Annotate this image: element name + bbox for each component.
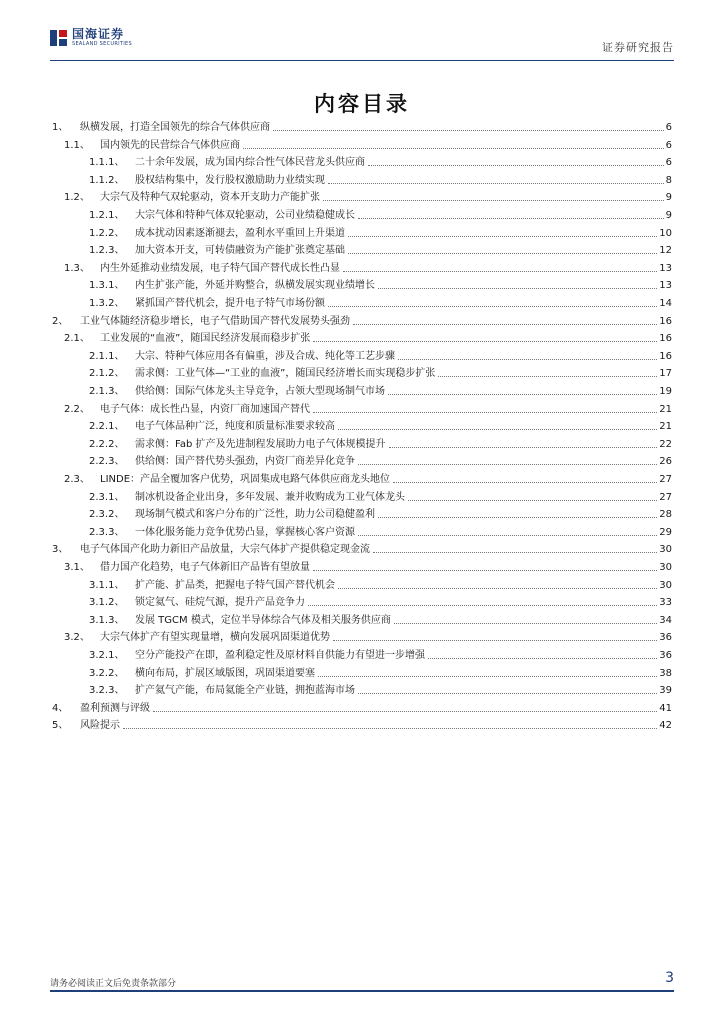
toc-entry-number: 1.2.2、	[89, 227, 125, 239]
toc-entry-number: 2.3.2、	[89, 509, 125, 521]
toc-entry-page: 13	[659, 262, 672, 274]
toc-entry-number: 3.1.1、	[89, 579, 125, 591]
toc-leader-dots	[358, 218, 664, 219]
toc-entry-page: 21	[659, 421, 672, 433]
toc-leader-dots	[323, 200, 664, 201]
toc-entry[interactable]	[89, 206, 672, 222]
toc-entry-number: 2.1、	[64, 333, 90, 345]
toc-entry[interactable]	[89, 664, 672, 680]
page-number: 3	[665, 970, 674, 986]
toc-entry-page: 27	[659, 491, 672, 503]
toc-entry-number: 3.1.2、	[89, 597, 125, 609]
toc-entry-title: 大宗气及特种气双轮驱动，资本开支助力产能扩张	[100, 192, 320, 204]
toc-entry[interactable]	[89, 224, 672, 240]
toc-entry[interactable]	[52, 699, 672, 715]
toc-leader-dots	[343, 271, 657, 272]
toc-entry-title: 借力国产化趋势，电子气体新旧产品皆有望放量	[100, 562, 310, 573]
toc-leader-dots	[378, 517, 657, 518]
toc-entry-title: 内生扩张产能，外延并购整合，纵横发展实现业绩增长	[135, 280, 375, 292]
toc-leader-dots	[353, 324, 657, 325]
toc-entry-page: 6	[665, 139, 672, 151]
toc-entry[interactable]	[52, 312, 672, 328]
toc-entry-number: 3.2.2、	[89, 667, 125, 679]
toc-entry-number: 1.2、	[64, 192, 90, 204]
toc-entry[interactable]	[52, 118, 672, 134]
company-logo	[50, 28, 132, 47]
toc-entry-number: 4、	[52, 702, 69, 714]
toc-leader-dots	[388, 394, 657, 395]
toc-leader-dots	[358, 693, 657, 694]
toc-entry[interactable]	[64, 400, 672, 416]
toc-entry-title: 股权结构集中，发行股权激励助力业绩实现	[135, 174, 325, 186]
toc-leader-dots	[338, 429, 657, 430]
toc-entry-title: 工业气体随经济稳步增长，电子气借助国产替代发展势头强劲	[80, 315, 350, 327]
toc-entry[interactable]	[89, 153, 672, 169]
toc-entry[interactable]	[89, 505, 672, 521]
toc-leader-dots	[348, 236, 657, 237]
toc-entry[interactable]	[89, 417, 672, 433]
toc-entry-number: 1.3.2、	[89, 298, 125, 309]
toc-entry-title: 内生外延推动业绩发展，电子特气国产替代成长性凸显	[100, 262, 340, 274]
toc-entry-title: 风险提示	[80, 720, 120, 732]
toc-entry-title: 成本扰动因素逐渐褪去，盈利水平重回上升渠道	[135, 227, 345, 239]
toc-entry[interactable]	[89, 347, 672, 363]
toc-entry-number: 2.2.3、	[89, 456, 125, 468]
toc-entry-page: 16	[659, 350, 672, 362]
toc-entry-page: 8	[665, 174, 672, 186]
toc-entry-number: 1.3.1、	[89, 280, 125, 292]
toc-leader-dots	[308, 605, 657, 606]
toc-leader-dots	[153, 711, 657, 712]
toc-entry[interactable]	[64, 470, 672, 486]
toc-entry[interactable]	[89, 171, 672, 187]
toc-entry-page: 28	[659, 509, 672, 521]
toc-entry-page: 30	[659, 544, 672, 556]
toc-entry-title: 工业发展的“血液”，随国民经济发展而稳步扩张	[100, 333, 311, 345]
toc-entry-number: 2.2.1、	[89, 421, 125, 433]
toc-entry-page: 21	[659, 403, 672, 415]
toc-entry-title: 电子气体品种广泛，纯度和质量标准要求较高	[135, 421, 335, 433]
toc-entry-title: 电子气体国产化助力新旧产品放量，大宗气体扩产提供稳定现金流	[80, 544, 370, 556]
toc-leader-dots	[313, 341, 657, 342]
toc-entry-page: 39	[659, 685, 672, 697]
toc-entry[interactable]	[89, 646, 672, 662]
toc-entry-title: 大宗气体和特种气体双轮驱动，公司业绩稳健成长	[135, 210, 355, 221]
toc-entry-title: 盈利预测与评级	[80, 702, 150, 714]
toc-entry-title: 纵横发展，打造全国领先的综合气体供应商	[80, 122, 270, 133]
toc-entry[interactable]	[89, 452, 672, 468]
toc-leader-dots	[373, 552, 657, 553]
toc-entry-number: 2.3、	[64, 474, 90, 485]
toc-entry-page: 14	[659, 298, 672, 309]
toc-entry[interactable]	[89, 435, 672, 451]
toc-entry-page: 16	[659, 315, 672, 327]
toc-leader-dots	[438, 376, 657, 377]
toc-leader-dots	[428, 658, 657, 659]
toc-entry-number: 1.1、	[64, 139, 90, 151]
toc-entry-page: 30	[659, 579, 672, 591]
toc-entry[interactable]	[89, 294, 672, 310]
toc-entry-number: 2.1.2、	[89, 368, 125, 380]
toc-leader-dots	[348, 253, 657, 254]
toc-entry-page: 38	[659, 667, 672, 679]
toc-entry[interactable]	[89, 611, 672, 627]
toc-entry-title: 供给侧：国际气体龙头主导竞争，占领大型现场制气市场	[135, 386, 385, 397]
toc-entry-page: 6	[665, 157, 672, 169]
toc-entry[interactable]	[64, 188, 672, 204]
toc-entry-title: 一体化服务能力竞争优势凸显，掌握核心客户资源	[135, 526, 355, 538]
toc-entry-title: 需求侧：工业气体—“工业的血液”，随国民经济增长而实现稳步扩张	[135, 368, 436, 380]
toc-entry-number: 1.2.1、	[89, 210, 125, 221]
toc-leader-dots	[313, 412, 657, 413]
toc-entry-number: 3、	[52, 544, 69, 556]
toc-entry-title: 锁定氦气、硅烷气源，提升产品竞争力	[135, 597, 305, 609]
toc-entry-title: 二十余年发展，成为国内综合性气体民营龙头供应商	[135, 157, 365, 169]
toc-entry-page: 6	[665, 122, 672, 133]
logo-mark-icon	[50, 29, 68, 47]
toc-entry-number: 3.2.3、	[89, 685, 125, 697]
report-type-label: 证券研究报告	[602, 41, 674, 54]
toc-entry-page: 36	[659, 650, 672, 661]
toc-entry-page: 33	[659, 597, 672, 609]
toc-entry[interactable]	[89, 276, 672, 292]
toc-entry-number: 3.1、	[64, 562, 90, 573]
toc-entry-number: 1.3、	[64, 262, 90, 274]
toc-entry[interactable]	[64, 558, 672, 574]
toc-leader-dots	[358, 464, 657, 465]
toc-leader-dots	[123, 728, 657, 729]
toc-entry-title: 加大资本开支，可转债融资为产能扩张奠定基础	[135, 245, 345, 257]
toc-entry-number: 3.2.1、	[89, 650, 125, 661]
toc-entry-page: 41	[659, 702, 672, 714]
toc-entry-page: 19	[659, 386, 672, 397]
toc-entry-title: 制冰机设备企业出身，多年发展、兼并收购成为工业气体龙头	[135, 491, 405, 503]
toc-entry-number: 2.2、	[64, 403, 90, 415]
toc-entry-page: 26	[659, 456, 672, 468]
toc-entry-number: 3.1.3、	[89, 614, 125, 626]
toc-leader-dots	[328, 306, 657, 307]
toc-entry-title: 空分产能投产在即，盈利稳定性及原材料自供能力有望进一步增强	[135, 650, 425, 661]
toc-entry[interactable]	[89, 488, 672, 504]
toc-entry-title: 电子气体：成长性凸显，内资厂商加速国产替代	[100, 403, 310, 415]
toc-entry-number: 1.1.1、	[89, 157, 125, 169]
toc-entry-title: 扩产氦气产能，布局氦能全产业链，拥抱蓝海市场	[135, 685, 355, 697]
disclaimer-text: 请务必阅读正文后免责条款部分	[50, 979, 177, 989]
toc-entry[interactable]	[64, 628, 672, 644]
toc-leader-dots	[338, 588, 657, 589]
toc-entry-page: 12	[659, 245, 672, 257]
toc-leader-dots	[368, 165, 664, 166]
toc-entry-number: 2.3.1、	[89, 491, 125, 503]
toc-entry[interactable]	[64, 136, 672, 152]
toc-entry-page: 22	[659, 438, 672, 450]
toc-entry-title: 扩产能、扩品类，把握电子特气国产替代机会	[135, 579, 335, 591]
toc-entry-number: 2.2.2、	[89, 438, 125, 450]
toc-entry-title: 国内领先的民营综合气体供应商	[100, 139, 240, 151]
toc-entry-page: 9	[665, 210, 672, 221]
toc-entry[interactable]	[89, 523, 672, 539]
page-header	[50, 28, 674, 61]
toc-entry[interactable]	[89, 364, 672, 380]
toc-leader-dots	[378, 288, 657, 289]
toc-entry[interactable]	[64, 329, 672, 345]
toc-entry-title: 现场制气模式和客户分布的广泛性，助力公司稳健盈利	[135, 509, 375, 521]
toc-entry-title: 供给侧：国产替代势头强劲，内资厂商差异化竞争	[135, 456, 355, 468]
toc-entry-number: 2.1.3、	[89, 386, 125, 397]
toc-entry-title: LINDE：产品全覆加客户优势，巩固集成电路气体供应商龙头地位	[100, 474, 391, 485]
toc-entry-number: 2.3.3、	[89, 526, 125, 538]
toc-entry-title: 需求侧：Fab 扩产及先进制程发展助力电子气体规模提升	[135, 438, 386, 450]
toc-leader-dots	[389, 447, 658, 448]
toc-leader-dots	[318, 676, 657, 677]
toc-entry[interactable]	[52, 716, 672, 732]
logo-english-name: SEALAND SECURITIES	[72, 41, 132, 47]
toc-leader-dots	[328, 183, 664, 184]
toc-leader-dots	[243, 148, 664, 149]
toc-entry[interactable]	[64, 259, 672, 275]
toc-entry-page: 16	[659, 333, 672, 345]
toc-entry[interactable]	[89, 681, 672, 697]
toc-leader-dots	[333, 640, 657, 641]
toc-entry-page: 34	[659, 614, 672, 626]
toc-entry-page: 36	[659, 632, 672, 644]
toc-entry-page: 10	[659, 227, 672, 239]
toc-entry-number: 2.1.1、	[89, 350, 125, 362]
toc-leader-dots	[393, 482, 657, 483]
toc-entry-number: 3.2、	[64, 632, 90, 644]
toc-entry[interactable]	[89, 241, 672, 257]
toc-leader-dots	[398, 359, 657, 360]
toc-entry-number: 5、	[52, 720, 69, 732]
toc-entry-title: 发展 TGCM 模式，定位半导体综合气体及相关服务供应商	[135, 614, 391, 626]
toc-entry-page: 42	[659, 720, 672, 732]
toc-entry-title: 大宗气体扩产有望实现量增，横向发展巩固渠道优势	[100, 632, 330, 644]
toc-leader-dots	[358, 535, 657, 536]
toc-entry-page: 9	[665, 192, 672, 204]
toc-leader-dots	[273, 130, 664, 131]
page-footer	[50, 968, 674, 992]
toc-entry[interactable]	[89, 593, 672, 609]
toc-entry-number: 2、	[52, 315, 69, 327]
toc-entry-number: 1.1.2、	[89, 174, 125, 186]
toc-entry[interactable]	[89, 382, 672, 398]
toc-leader-dots	[394, 623, 657, 624]
toc-entry-title: 横向布局，扩展区域版图，巩固渠道要塞	[135, 667, 315, 679]
toc-entry-number: 1、	[52, 122, 69, 133]
toc-entry-page: 29	[659, 526, 672, 538]
toc-entry-page: 13	[659, 280, 672, 292]
toc-entry-page: 17	[659, 368, 672, 380]
toc-entry-page: 27	[659, 474, 672, 485]
toc-title: 内容目录	[314, 92, 410, 116]
toc-entry-title: 大宗、特种气体应用各有偏重，涉及合成、纯化等工艺步骤	[135, 350, 395, 362]
toc-entry-page: 30	[659, 562, 672, 573]
logo-chinese-name: 国海证券	[72, 27, 125, 41]
toc-entry[interactable]	[89, 576, 672, 592]
toc-leader-dots	[313, 570, 657, 571]
toc-leader-dots	[408, 500, 657, 501]
toc-entry[interactable]	[52, 540, 672, 556]
toc-entry-number: 1.2.3、	[89, 245, 125, 257]
toc-entry-title: 紧抓国产替代机会，提升电子特气市场份额	[135, 298, 325, 309]
